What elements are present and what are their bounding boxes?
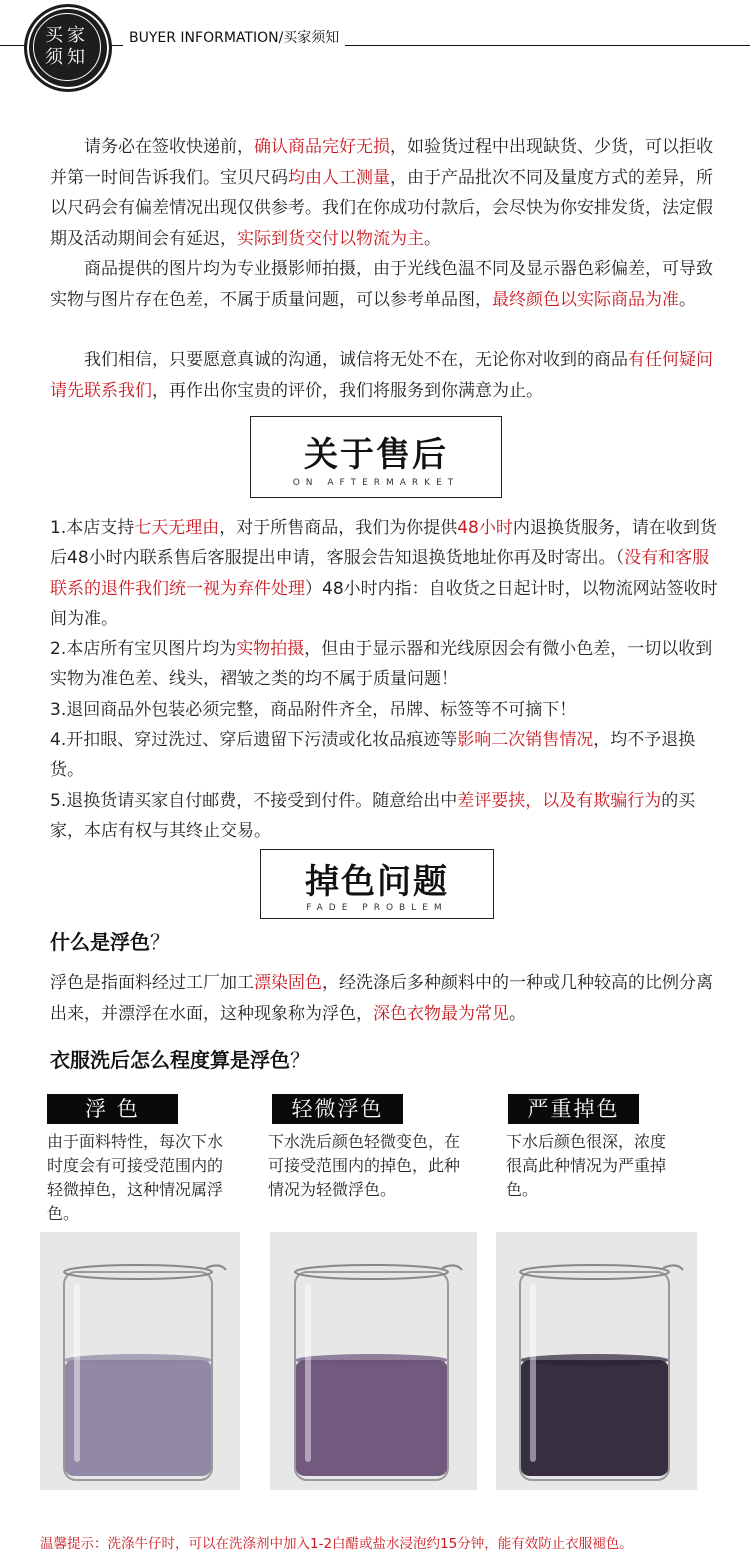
aftersale-list	[50, 513, 722, 846]
body-text: 浮色是指面料经过工厂加工	[50, 973, 254, 993]
aftersale-item	[50, 725, 722, 786]
header-divider	[0, 45, 750, 46]
level-desc-slight: 下水洗后颜色轻微变色，在可接受范围内的掉色，此种情况为轻微浮色。	[268, 1132, 461, 1199]
highlight-text: 实物拍摄	[236, 639, 305, 660]
body-text: 。	[424, 228, 441, 249]
beaker-illustration	[496, 1232, 697, 1490]
highlight-text: 确认商品完好无损	[254, 137, 390, 157]
aftersale-item	[50, 513, 722, 634]
aftersale-subtitle: ON AFTERMARKET	[292, 478, 460, 488]
body-text: ，如验货过程中出现缺货、少货，可以拒收并第一时间告诉我们。宝贝尺码	[50, 137, 713, 188]
highlight-text: 影响二次销售情况	[457, 730, 594, 751]
notice-paragraph-3	[50, 345, 722, 406]
fade-title: 掉色问题	[305, 862, 449, 902]
liquid	[64, 1360, 212, 1476]
highlight-text: 均由人工测量	[288, 167, 390, 188]
body-text: ，经洗涤后多种颜料中的一种或几种较高的比例分离出来，并漂浮在水面，这种现象称为浮色，	[50, 973, 713, 1024]
body-text: 5.退换货请买家自付邮费，不接受到付件。随意给出中	[50, 790, 458, 811]
badge-line2: 须知	[45, 47, 89, 68]
question-fade-degree	[50, 1044, 310, 1073]
body-text: ，再作出你宝贵的评价，我们将服务到你满意为止。	[152, 380, 543, 401]
body-text: ，均不予退换货。	[50, 730, 696, 781]
body-text: 。	[509, 1003, 526, 1024]
aftersale-item	[50, 634, 722, 695]
buyer-notice-badge	[24, 4, 112, 92]
highlight-text: 七天无理由	[134, 518, 220, 538]
header-label: BUYER INFORMATION/买家须知	[123, 28, 345, 48]
level-label-fade: 浮 色	[47, 1094, 178, 1124]
beaker-illustration	[40, 1232, 240, 1490]
body-text: ，但由于显示器和光线原因会有微小色差，一切以收到实物为准色差、线头，褶皱之类的均不属于质量问题！	[50, 639, 713, 690]
fade-description	[50, 968, 722, 1029]
badge-text	[33, 13, 101, 81]
body-text: 商品提供的图片均为专业摄影师拍摄，由于光线色温不同及显示器色彩偏差，可导致实物与图片存在色差，不属于质量问题，可以参考单品图，	[50, 259, 713, 310]
body-text: 4.开扣眼、穿过洗过、穿后遗留下污渍或化妆品痕迹等	[50, 730, 458, 751]
aftersale-title-box	[250, 416, 502, 498]
liquid-surface	[295, 1354, 448, 1366]
highlight-text: 最终颜色以实际商品为准	[492, 289, 679, 310]
question-text: 什么是浮色	[50, 930, 150, 954]
level-label-slight: 轻微浮色	[272, 1094, 403, 1124]
highlight-text: 差评要挟，以及有欺骗行为	[457, 790, 662, 811]
beaker-photo-fade	[40, 1232, 240, 1490]
glass-highlight	[74, 1284, 80, 1462]
aftersale-item	[50, 786, 722, 847]
body-text: 内退换货服务，请在收到货后48小时内联系售后客服提出申请，客服会告知退换货地址你再及时寄出。（	[50, 518, 717, 569]
body-text: 2.本店所有宝贝图片均为	[50, 639, 237, 660]
body-text: 1.本店支持	[50, 518, 135, 538]
question-what-is-fade	[50, 926, 170, 955]
level-label-severe: 严重掉色	[508, 1094, 639, 1124]
highlight-text: 深色衣物最为常见	[373, 1003, 509, 1024]
question-mark: ？	[290, 1048, 310, 1072]
glass-highlight	[530, 1284, 536, 1462]
body-text: ，对于所售商品，我们为你提供	[219, 518, 458, 538]
highlight-text: 漂染固色	[254, 973, 322, 993]
beaker-photo-severe	[496, 1232, 697, 1490]
beaker-photo-slight	[270, 1232, 477, 1490]
body-text: 3.退回商品外包装必须完整，商品附件齐全，吊牌、标签等不可摘下！	[50, 699, 577, 720]
body-text: 。	[679, 289, 696, 310]
highlight-text: 没有和客服联系的退件我们统一视为弃件处理	[50, 548, 710, 599]
highlight-text: 有任何疑问请先联系我们	[50, 350, 713, 401]
level-desc-fade: 由于面料特性，每次下水时度会有可接受范围内的轻微掉色，这种情况属浮色。	[47, 1132, 224, 1223]
glass-highlight	[305, 1284, 311, 1462]
liquid	[295, 1360, 448, 1476]
beaker-illustration	[270, 1232, 477, 1490]
question-mark: ？	[150, 930, 170, 954]
level-desc-severe: 下水后颜色很深，浓度很高此种情况为严重掉色。	[506, 1132, 667, 1199]
body-text: 我们相信，只要愿意真诚的沟通，诚信将无处不在，无论你对收到的商品	[84, 350, 628, 370]
notice-paragraph-1	[50, 132, 722, 254]
highlight-text: 实际到货交付以物流为主	[237, 228, 424, 249]
fade-title-box	[260, 849, 494, 919]
buyer-info-header	[0, 0, 750, 90]
notice-paragraph-2	[50, 254, 722, 315]
question-text: 衣服洗后怎么程度算是浮色	[50, 1048, 290, 1072]
badge-line1: 买家	[45, 25, 89, 46]
liquid-surface	[64, 1354, 212, 1366]
body-text: ）48小时内指：自收货之日起计时，以物流网站签收时间为准。	[50, 578, 718, 629]
body-text: 请务必在签收快递前，	[84, 137, 254, 157]
aftersale-item	[50, 695, 722, 725]
liquid-surface	[520, 1354, 669, 1366]
body-text: 的买家，本店有权与其终止交易。	[50, 790, 696, 841]
fade-subtitle: FADE PROBLEM	[306, 903, 448, 913]
liquid	[520, 1360, 669, 1476]
washing-tip: 温馨提示：洗涤牛仔时，可以在洗涤剂中加入1-2白醋或盐水浸泡约15分钟，能有效防止衣服褪色。	[40, 1536, 633, 1552]
aftersale-title: 关于售后	[304, 435, 448, 475]
body-text: ，由于产品批次不同及量度方式的差异，所以尺码会有偏差情况出现仅供参考。我们在你成功付款后，会尽快为你安排发货，法定假期及活动期间会有延迟，	[50, 167, 713, 249]
highlight-text: 48小时	[457, 518, 513, 538]
